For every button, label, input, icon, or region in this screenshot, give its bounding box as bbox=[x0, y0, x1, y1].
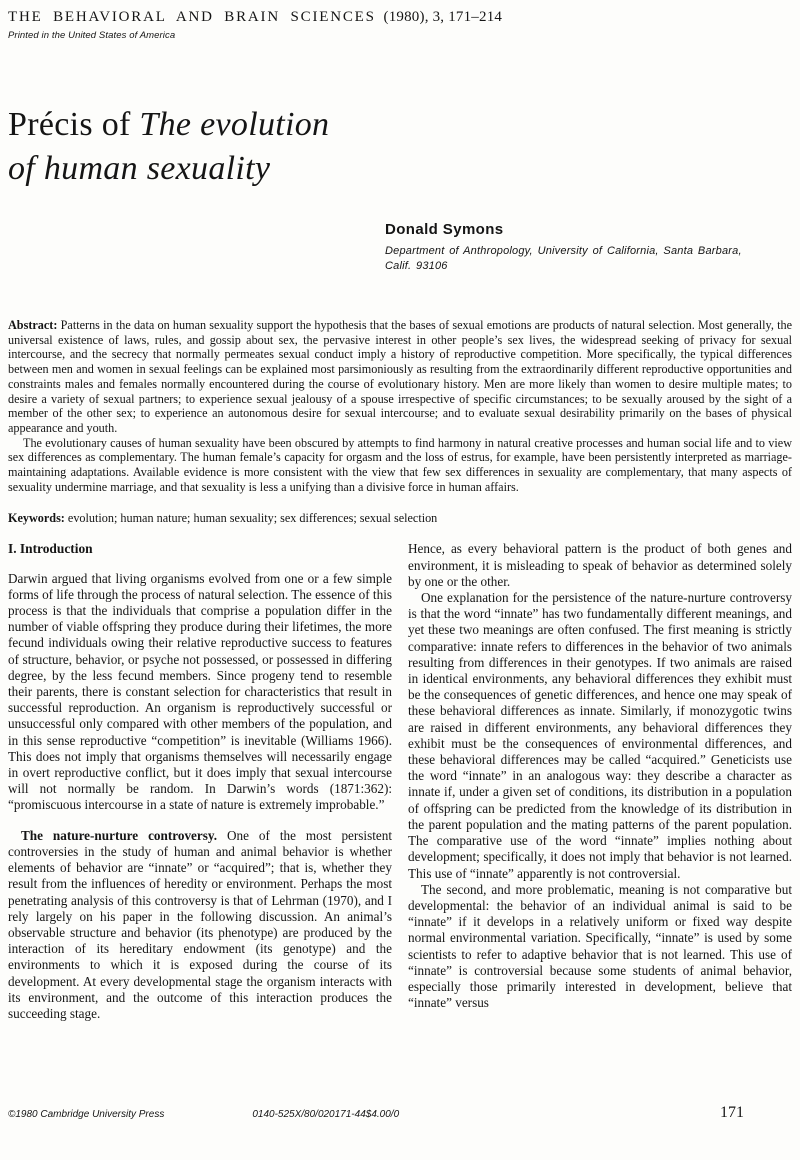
keywords-label: Keywords: bbox=[8, 511, 65, 526]
author-affiliation: Department of Anthropology, University of California, Santa Barbara, Calif. 93106 bbox=[385, 245, 742, 272]
title-book-name-line2: of human sexuality bbox=[8, 150, 271, 187]
body-paragraph: Darwin argued that living organisms evolved from one or a few simple forms of life through the process of natural selection. The essence of this process is that the individuals that comprise a population differ in the number of viable offspring they produce during their lifetimes, the more fecund individuals owing their relative reproductive success to features of structure, behavior, or psyche not possessed, or possessed in differing degree, by the less fecund members. Since progeny tend to resemble their parents, there is constant selection for characteristics that result in successful reproduction. An organism is reproductively successful or unsuccessful only compared with other members of the population, and in this sense reproductive “competition” is inevitable (Williams 1966). This does not imply that organisms themselves will necessarily engage in overt reproductive conflict, but it does imply that sexual intercourse will not normally be random. In Darwin’s words (1871:362): “promiscuous intercourse in a state of nature is extremely improbable.” bbox=[8, 570, 392, 813]
abstract-label: Abstract: bbox=[8, 318, 58, 332]
author-block bbox=[385, 221, 792, 274]
abstract bbox=[8, 318, 792, 494]
title-prefix: Précis of bbox=[8, 106, 140, 143]
body-paragraph-text: One of the most persistent controversies in the study of human and animal behavior is whether elements of behavior are “innate” or “acquired”; that is, whether they result from the influences of heredity or environment. Perhaps the most penetrating analysis of this controversy is that of Lehrman (1970), and I rely largely on his paper in the following discussion. An animal’s observable structure and behavior (its phenotype) are produced by the interaction of its hereditary endowment (its genotype) and the environments to which it is exposed during the course of its development. At every developmental stage the organism interacts with its environment, and the outcome of this interaction produces the succeeding stage. bbox=[8, 827, 392, 1021]
issn-fee-code: 0140-525X/80/020171-44$4.00/0 bbox=[252, 1109, 400, 1120]
body-paragraph: Hence, as every behavioral pattern is the product of both genes and environment, it is misleading to speak of behavior as determined solely by one or the other. bbox=[408, 541, 792, 589]
abstract-text-1: Patterns in the data on human sexuality support the hypothesis that the bases of sexual emotions are products of natural selection. Most generally, the universal existence of laws, rules, and gossip about sex, the pervasive interest in other people’s sex lives, the widespread seeking of privacy for sexual intercourse, and the secrecy that normally permeates sexual conduct imply a history of reproductive competition. More specifically, the typical differences between men and women in sexual feelings can be explained most parsimoniously as resulting from the extraordinarily different reproductive opportunities and constraints males and females normally encountered during the course of evolutionary history. Men are more likely than women to desire multiple mates; to desire a variety of sexual partners; to experience sexual jealousy of a spouse irrespective of specific circumstances; to be sexually aroused by the sight of a member of the other sex; to experience an autonomous desire for sexual intercourse; and to evaluate sexual desirability primarily on the bases of physical appearance and youth. bbox=[8, 318, 792, 435]
run-in-heading: The nature-nurture controversy. bbox=[21, 827, 218, 843]
printed-note: Printed in the United States of America bbox=[8, 30, 176, 41]
page-number: 171 bbox=[720, 1104, 744, 1121]
journal-header bbox=[8, 9, 792, 26]
keywords bbox=[8, 511, 792, 526]
body-columns bbox=[8, 541, 792, 1022]
left-column bbox=[8, 541, 392, 1022]
page-title bbox=[8, 103, 528, 191]
author-name: Donald Symons bbox=[385, 221, 504, 238]
journal-name: THE BEHAVIORAL AND BRAIN SCIENCES bbox=[8, 9, 376, 25]
section-heading-introduction: I. Introduction bbox=[8, 541, 93, 557]
abstract-paragraph-2: The evolutionary causes of human sexuality have been obscured by attempts to find harmony in natural creative processes and human social life and to view sex differences as complementary. The human female’s capacity for orgasm and the loss of estrus, for example, have been persistently interpreted as marriage-maintaining adaptations. Available evidence is more consistent with the view that few sex differences in sexuality are complementary, that many aspects of sexuality undermine marriage, and that sexuality is less a unifying than a divisive force in human affairs. bbox=[8, 435, 792, 494]
body-paragraph bbox=[8, 828, 392, 1022]
body-paragraph: The second, and more problematic, meaning is not comparative but developmental: the behavior of an individual animal is said to be “innate” if it develops in a relatively uniform or fixed way despite normal environmental variation. Specifically, “innate” is used by some scientists to refer to adaptive behavior that is not learned. This use of “innate” is controversial because some students of animal behavior, especially those primarily interested in development, believe that “innate” versus bbox=[408, 881, 792, 1011]
title-book-name-line1: The evolution bbox=[139, 106, 330, 143]
page-footer bbox=[8, 1104, 792, 1122]
right-column bbox=[408, 541, 792, 1022]
journal-citation: (1980), 3, 171–214 bbox=[383, 9, 503, 25]
body-paragraph: One explanation for the persistence of the nature-nurture controversy is that the word “innate” has two fundamentally different meanings, and yet these two meanings are often confused. The first meaning is strictly comparative: innate refers to differences in the behavior of two animals resulting from differences in their genotypes. If two animals are raised in identical environments, any behavioral differences they exhibit must be the consequences of genetic differences, and hence one may speak of these behavioral differences as innate. Similarly, if monozygotic twins are raised in different environments, any behavioral differences they exhibit must be the consequences of environmental differences, and these behavioral differences may be called “acquired.” Geneticists use the word “innate” in an analogous way: they describe a character as innate if, under a given set of conditions, its distribution in a population of offspring can be predicted from the knowledge of its distribution in the parent population and the mating patterns of the parent population. The comparative use of the word “innate” implies nothing about development; specifically, it does not imply that behavior is not learned. This use of “innate” apparently is not controversial. bbox=[408, 590, 792, 881]
keywords-text: evolution; human nature; human sexuality; sex differences; sexual selection bbox=[67, 511, 438, 526]
abstract-paragraph-1 bbox=[8, 318, 792, 436]
copyright-notice: ©1980 Cambridge University Press bbox=[8, 1109, 165, 1120]
